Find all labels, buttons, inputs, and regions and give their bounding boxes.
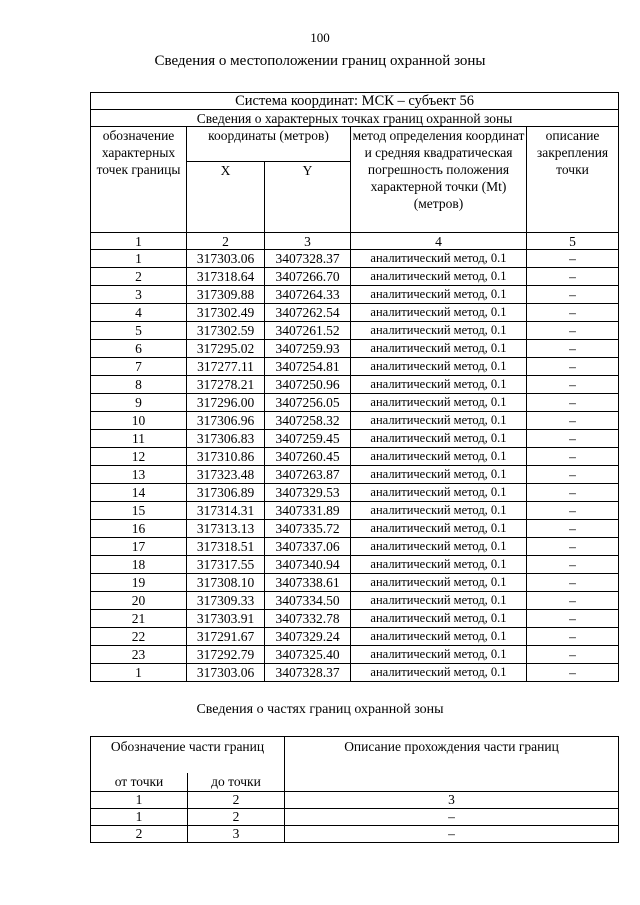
coordinate-x: 317318.51 [187,538,265,556]
table-row [91,574,619,592]
point-number: 2 [91,268,187,286]
point-number: 3 [91,286,187,304]
point-number: 23 [91,646,187,664]
header-part-description: Описание прохождения части границ [285,737,619,792]
coordinate-y: 3407328.37 [265,664,351,682]
coordinate-x: 317314.31 [187,502,265,520]
coordinate-x: 317278.21 [187,376,265,394]
coordinate-x: 317277.11 [187,358,265,376]
table-row [91,556,619,574]
coordinate-y: 3407258.32 [265,412,351,430]
table-row [91,826,619,843]
coordinate-y: 3407261.52 [265,322,351,340]
header-y: Y [265,162,351,233]
point-number: 10 [91,412,187,430]
table-row [91,809,619,826]
coordinate-x: 317306.96 [187,412,265,430]
point-number: 12 [91,448,187,466]
coordinate-x: 317296.00 [187,394,265,412]
table-row [91,376,619,394]
table-row [91,466,619,484]
coordinate-x: 317303.91 [187,610,265,628]
document-title: Сведения о местоположении границ охранной зоны [154,53,486,69]
coordinate-y: 3407263.87 [265,466,351,484]
coordinate-y: 3407256.05 [265,394,351,412]
method-accuracy: аналитический метод, 0.1 [351,358,527,376]
table-subtitle: Сведения о характерных точках границ охранной зоны [91,110,619,127]
method-accuracy: аналитический метод, 0.1 [351,412,527,430]
fixing-description: – [527,250,619,268]
coordinate-y: 3407332.78 [265,610,351,628]
fixing-description: – [527,484,619,502]
coordinate-y: 3407337.06 [265,538,351,556]
point-number: 20 [91,592,187,610]
part-description: – [285,826,619,843]
part-description: – [285,809,619,826]
point-number: 13 [91,466,187,484]
method-accuracy: аналитический метод, 0.1 [351,268,527,286]
method-accuracy: аналитический метод, 0.1 [351,646,527,664]
to-point: 3 [188,826,285,843]
point-number: 15 [91,502,187,520]
column-number: 2 [188,792,285,809]
method-accuracy: аналитический метод, 0.1 [351,664,527,682]
method-accuracy: аналитический метод, 0.1 [351,430,527,448]
table-row [91,484,619,502]
point-number: 4 [91,304,187,322]
point-number: 1 [91,250,187,268]
point-number: 22 [91,628,187,646]
column-number: 1 [91,233,187,250]
point-number: 17 [91,538,187,556]
fixing-description: – [527,358,619,376]
point-number: 16 [91,520,187,538]
method-accuracy: аналитический метод, 0.1 [351,340,527,358]
table-row [91,412,619,430]
table-row [91,520,619,538]
coordinate-x: 317292.79 [187,646,265,664]
coordinate-x: 317306.89 [187,484,265,502]
fixing-description: – [527,322,619,340]
coordinate-x: 317313.13 [187,520,265,538]
column-number: 3 [265,233,351,250]
header-from-point: от точки [91,773,188,792]
fixing-description: – [527,286,619,304]
coordinate-x: 317308.10 [187,574,265,592]
coordinate-system: Система координат: МСК – субъект 56 [91,93,619,110]
header-x: X [187,162,265,233]
method-accuracy: аналитический метод, 0.1 [351,466,527,484]
coordinate-y: 3407259.93 [265,340,351,358]
method-accuracy: аналитический метод, 0.1 [351,448,527,466]
point-number: 5 [91,322,187,340]
coordinate-y: 3407250.96 [265,376,351,394]
fixing-description: – [527,268,619,286]
table-row [91,628,619,646]
from-point: 1 [91,809,188,826]
to-point: 2 [188,809,285,826]
fixing-description: – [527,340,619,358]
table-row [91,448,619,466]
method-accuracy: аналитический метод, 0.1 [351,394,527,412]
point-number: 11 [91,430,187,448]
table-row [91,304,619,322]
coordinate-x: 317310.86 [187,448,265,466]
method-accuracy: аналитический метод, 0.1 [351,484,527,502]
method-accuracy: аналитический метод, 0.1 [351,610,527,628]
coordinate-y: 3407329.24 [265,628,351,646]
coordinate-y: 3407264.33 [265,286,351,304]
table-row [91,250,619,268]
table-row [91,592,619,610]
coordinate-x: 317318.64 [187,268,265,286]
point-number: 6 [91,340,187,358]
coordinate-x: 317302.59 [187,322,265,340]
from-point: 2 [91,826,188,843]
column-number: 2 [187,233,265,250]
fixing-description: – [527,574,619,592]
fixing-description: – [527,592,619,610]
column-number: 4 [351,233,527,250]
coordinate-y: 3407260.45 [265,448,351,466]
point-number: 19 [91,574,187,592]
boundary-points-table [90,92,619,682]
coordinate-y: 3407259.45 [265,430,351,448]
table-row [91,322,619,340]
point-number: 18 [91,556,187,574]
fixing-description: – [527,502,619,520]
coordinate-y: 3407329.53 [265,484,351,502]
method-accuracy: аналитический метод, 0.1 [351,286,527,304]
method-accuracy: аналитический метод, 0.1 [351,520,527,538]
column-number: 5 [527,233,619,250]
fixing-description: – [527,556,619,574]
table-row [91,538,619,556]
coordinate-x: 317309.33 [187,592,265,610]
method-accuracy: аналитический метод, 0.1 [351,538,527,556]
table-row [91,610,619,628]
coordinate-x: 317295.02 [187,340,265,358]
coordinate-y: 3407338.61 [265,574,351,592]
coordinate-x: 317323.48 [187,466,265,484]
page-number: 100 [310,30,330,45]
point-number: 7 [91,358,187,376]
table-row [91,394,619,412]
fixing-description: – [527,304,619,322]
fixing-description: – [527,394,619,412]
coordinate-x: 317291.67 [187,628,265,646]
point-number: 14 [91,484,187,502]
fixing-description: – [527,628,619,646]
coordinate-y: 3407254.81 [265,358,351,376]
fixing-description: – [527,466,619,484]
table-row [91,358,619,376]
method-accuracy: аналитический метод, 0.1 [351,502,527,520]
coordinate-x: 317317.55 [187,556,265,574]
column-number: 1 [91,792,188,809]
header-coordinates: координаты (метров) [187,127,351,162]
header-part-designation: Обозначение части границ [91,737,285,774]
point-number: 21 [91,610,187,628]
coordinate-y: 3407334.50 [265,592,351,610]
point-number: 9 [91,394,187,412]
coordinate-x: 317302.49 [187,304,265,322]
point-number: 1 [91,664,187,682]
parts-title: Сведения о частях границ охранной зоны [196,702,444,717]
coordinate-y: 3407328.37 [265,250,351,268]
fixing-description: – [527,610,619,628]
method-accuracy: аналитический метод, 0.1 [351,574,527,592]
header-to-point: до точки [188,773,285,792]
fixing-description: – [527,538,619,556]
method-accuracy: аналитический метод, 0.1 [351,592,527,610]
point-number: 8 [91,376,187,394]
fixing-description: – [527,412,619,430]
coordinate-y: 3407335.72 [265,520,351,538]
coordinate-x: 317303.06 [187,250,265,268]
method-accuracy: аналитический метод, 0.1 [351,376,527,394]
fixing-description: – [527,448,619,466]
fixing-description: – [527,376,619,394]
coordinate-x: 317303.06 [187,664,265,682]
method-accuracy: аналитический метод, 0.1 [351,628,527,646]
coordinate-y: 3407266.70 [265,268,351,286]
header-method: метод определения координат и средняя квадратическая погрешность положения характерной точки (Mt) (метров) [351,127,527,233]
header-designation: обозначение характерных точек границы [91,127,187,233]
column-number: 3 [285,792,619,809]
fixing-description: – [527,520,619,538]
coordinate-y: 3407262.54 [265,304,351,322]
fixing-description: – [527,664,619,682]
table-row [91,340,619,358]
coordinate-y: 3407325.40 [265,646,351,664]
header-fixing: описание закрепления точки [527,127,619,233]
coordinate-y: 3407340.94 [265,556,351,574]
table-row [91,646,619,664]
coordinate-x: 317309.88 [187,286,265,304]
table-row [91,286,619,304]
method-accuracy: аналитический метод, 0.1 [351,304,527,322]
method-accuracy: аналитический метод, 0.1 [351,556,527,574]
table-row [91,268,619,286]
method-accuracy: аналитический метод, 0.1 [351,250,527,268]
boundary-parts-table [90,736,619,843]
method-accuracy: аналитический метод, 0.1 [351,322,527,340]
fixing-description: – [527,646,619,664]
coordinate-x: 317306.83 [187,430,265,448]
table-row [91,664,619,682]
coordinate-y: 3407331.89 [265,502,351,520]
table-row [91,502,619,520]
table-row [91,430,619,448]
fixing-description: – [527,430,619,448]
